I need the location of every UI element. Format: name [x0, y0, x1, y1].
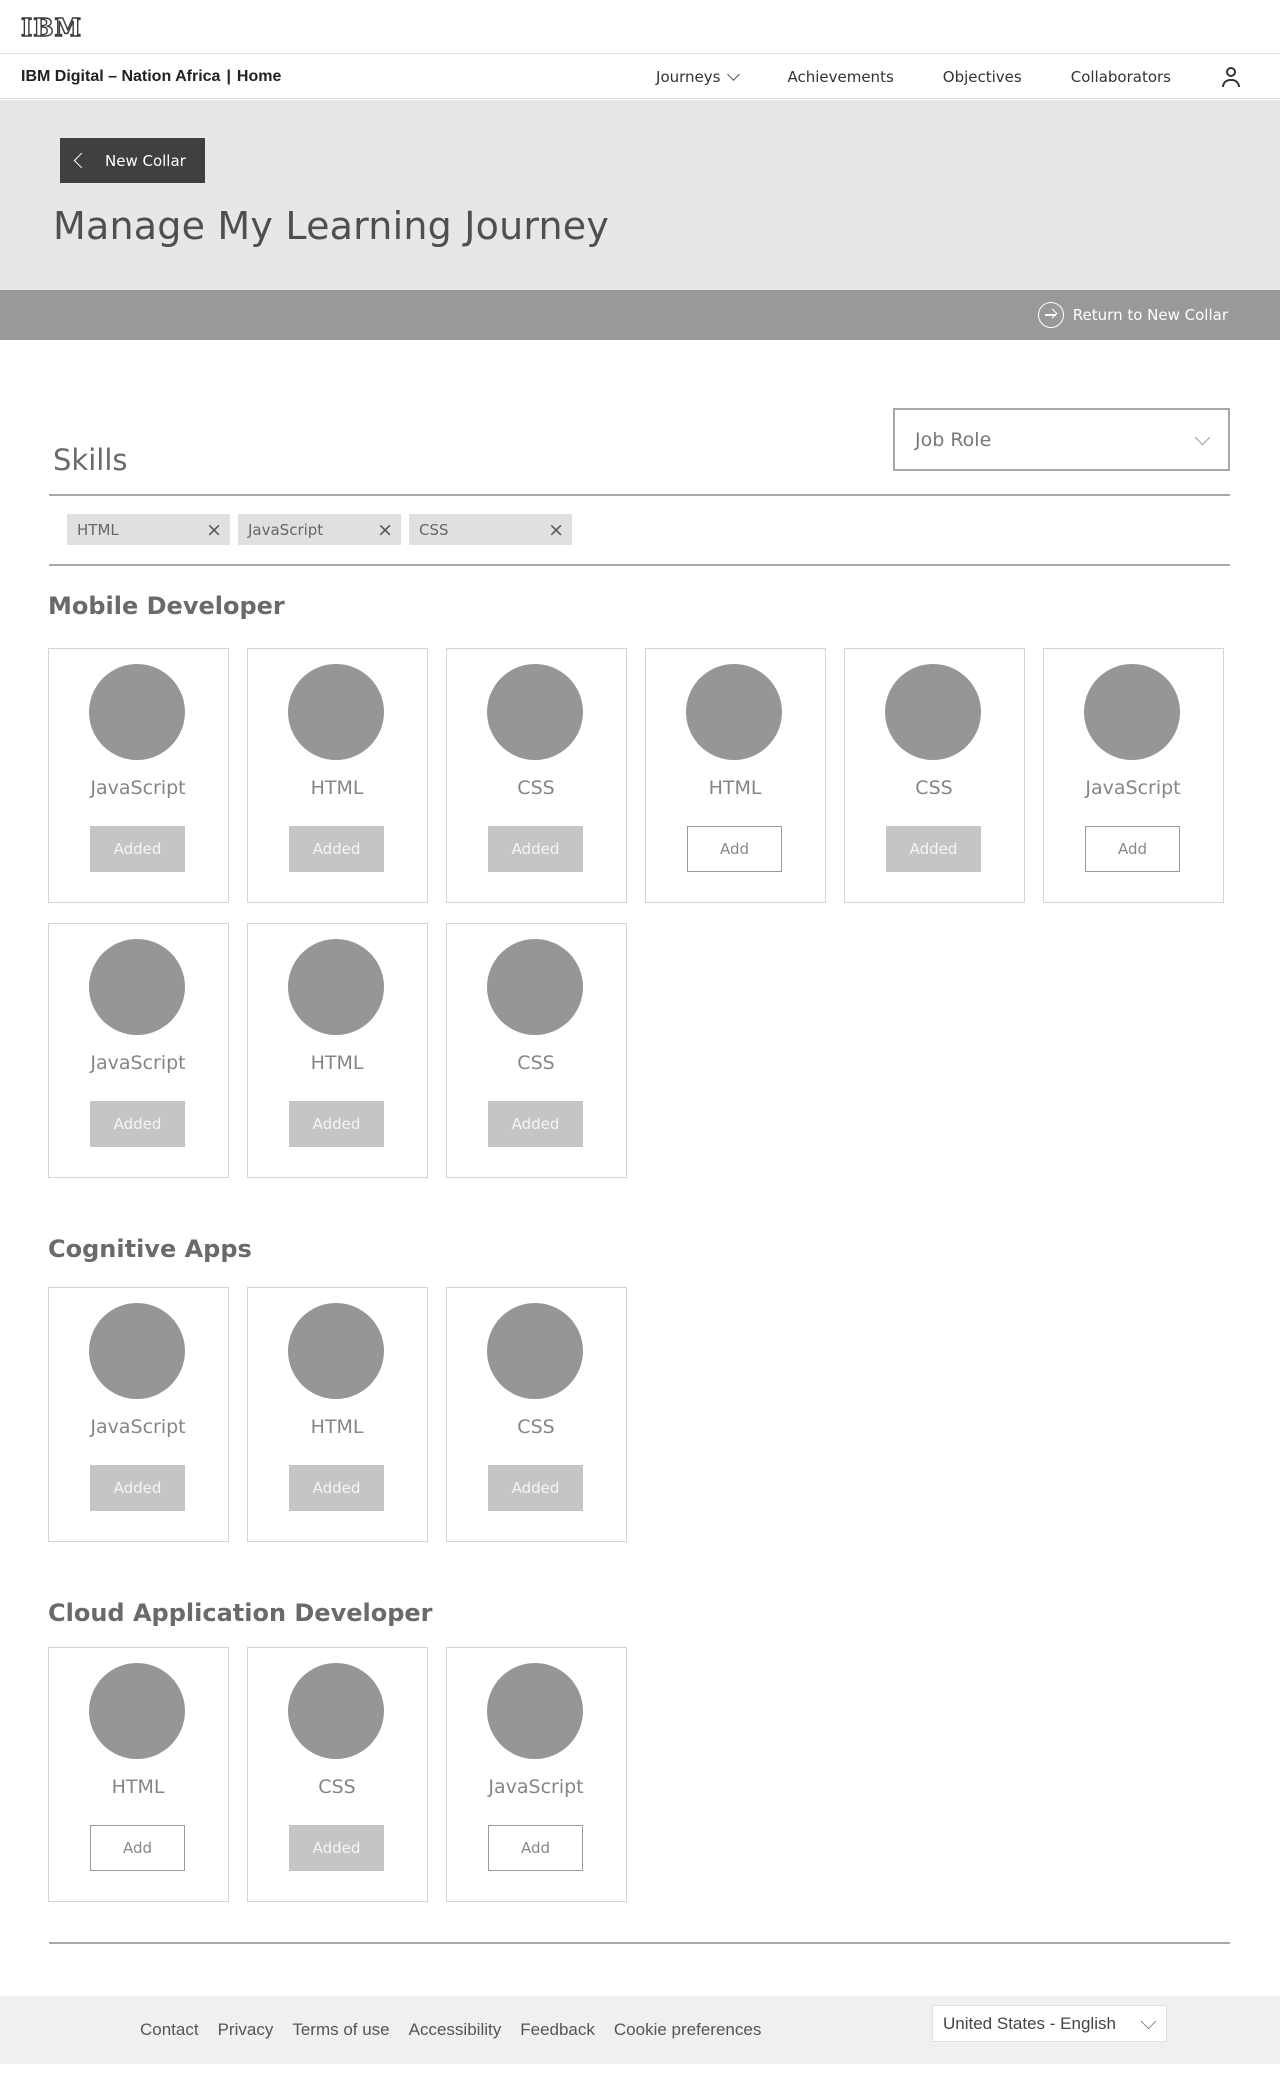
- footer-link-terms[interactable]: Terms of use: [292, 2020, 390, 2039]
- skill-tag-label: JavaScript: [248, 520, 324, 539]
- skill-card-name: HTML: [111, 1776, 165, 1798]
- added-button[interactable]: Added: [488, 826, 583, 872]
- added-button[interactable]: Added: [90, 1101, 185, 1147]
- skill-avatar: [686, 664, 782, 760]
- skill-card-name: CSS: [517, 1052, 555, 1074]
- job-role-placeholder: Job Role: [915, 428, 992, 451]
- page-header: [0, 100, 1280, 290]
- added-button[interactable]: Added: [289, 1825, 384, 1871]
- added-button[interactable]: Added: [488, 1465, 583, 1511]
- add-button[interactable]: Add: [488, 1825, 583, 1871]
- chevron-down-icon: [1141, 2013, 1157, 2029]
- skill-card: [446, 1287, 627, 1542]
- skill-avatar: [487, 1663, 583, 1759]
- added-button[interactable]: Added: [90, 826, 185, 872]
- skill-card-name: JavaScript: [90, 777, 186, 799]
- skill-card-name: JavaScript: [1085, 777, 1181, 799]
- added-button[interactable]: Added: [289, 1465, 384, 1511]
- nav-item-achievements[interactable]: Achievements: [787, 68, 894, 86]
- skill-avatar: [487, 664, 583, 760]
- add-button[interactable]: Add: [1085, 826, 1180, 872]
- skill-avatar: [487, 1303, 583, 1399]
- skill-card: [247, 923, 428, 1178]
- skill-card: [247, 1287, 428, 1542]
- skill-card: [48, 1647, 229, 1902]
- masthead: [0, 0, 1280, 54]
- skill-tag: [409, 514, 572, 545]
- added-button[interactable]: Added: [488, 1101, 583, 1147]
- close-icon[interactable]: ×: [377, 518, 393, 541]
- return-link[interactable]: [1038, 302, 1228, 328]
- add-button[interactable]: Add: [687, 826, 782, 872]
- skill-avatar: [288, 939, 384, 1035]
- skill-card-name: CSS: [915, 777, 953, 799]
- skill-card: [446, 1647, 627, 1902]
- arrow-right-circle-icon: [1038, 302, 1064, 328]
- skill-card-name: CSS: [517, 1416, 555, 1438]
- added-button[interactable]: Added: [289, 826, 384, 872]
- skill-tag: [67, 514, 230, 545]
- skill-card-name: CSS: [517, 777, 555, 799]
- section-title-cloud-application-developer: Cloud Application Developer: [48, 1599, 433, 1627]
- section-title-mobile-developer: Mobile Developer: [48, 592, 285, 620]
- footer-link-cookie-preferences[interactable]: Cookie preferences: [613, 2020, 762, 2039]
- skill-card-name: HTML: [708, 777, 762, 799]
- locale-value: United States - English: [943, 2013, 1116, 2033]
- skill-card: [247, 1647, 428, 1902]
- skill-avatar: [487, 939, 583, 1035]
- back-button[interactable]: [60, 138, 205, 183]
- added-button[interactable]: Added: [90, 1465, 185, 1511]
- brand-separator: |: [226, 68, 231, 85]
- footer-link-privacy[interactable]: Privacy: [217, 2020, 274, 2039]
- brand-name: IBM Digital – Nation Africa: [21, 68, 221, 85]
- skill-card-name: HTML: [310, 1052, 364, 1074]
- back-button-label: New Collar: [105, 151, 186, 170]
- close-icon[interactable]: ×: [206, 518, 222, 541]
- skill-card: [446, 923, 627, 1178]
- skill-card-name: HTML: [310, 777, 364, 799]
- skill-card-name: CSS: [318, 1776, 356, 1798]
- chevron-left-icon: [74, 153, 90, 169]
- skill-avatar: [1084, 664, 1180, 760]
- skill-avatar: [89, 664, 185, 760]
- return-bar: [0, 290, 1280, 340]
- skill-tag-label: CSS: [419, 520, 449, 539]
- nav-item-label: Journeys: [656, 68, 721, 86]
- skill-card: [247, 648, 428, 903]
- added-button[interactable]: Added: [289, 1101, 384, 1147]
- footer-link-accessibility[interactable]: Accessibility: [408, 2020, 502, 2039]
- job-role-dropdown[interactable]: [893, 408, 1230, 471]
- close-icon[interactable]: ×: [548, 518, 564, 541]
- skill-card: [844, 648, 1025, 903]
- skill-tags: [67, 514, 580, 545]
- chevron-down-icon: [728, 68, 741, 81]
- skill-tag-label: HTML: [77, 520, 119, 539]
- skill-card-name: JavaScript: [90, 1416, 186, 1438]
- skill-avatar: [288, 1663, 384, 1759]
- brand[interactable]: [21, 68, 281, 86]
- locale-selector[interactable]: [932, 2005, 1167, 2042]
- skill-avatar: [288, 1303, 384, 1399]
- user-icon[interactable]: [1220, 66, 1242, 88]
- page-title: Manage My Learning Journey: [53, 204, 610, 248]
- footer-links: [140, 2020, 780, 2040]
- nav-item-collaborators[interactable]: Collaborators: [1070, 68, 1171, 86]
- skill-card: [48, 923, 229, 1178]
- skill-tag: [238, 514, 401, 545]
- ibm-logo[interactable]: IBM: [21, 13, 83, 42]
- skill-card-name: JavaScript: [488, 1776, 584, 1798]
- skill-card: [48, 1287, 229, 1542]
- footer-link-feedback[interactable]: Feedback: [520, 2020, 595, 2039]
- skill-card: [446, 648, 627, 903]
- added-button[interactable]: Added: [886, 826, 981, 872]
- skill-avatar: [89, 939, 185, 1035]
- skill-card-name: HTML: [310, 1416, 364, 1438]
- home-link[interactable]: Home: [236, 68, 282, 85]
- nav-item-objectives[interactable]: Objectives: [942, 68, 1022, 86]
- nav-links: [656, 55, 1280, 99]
- add-button[interactable]: Add: [90, 1825, 185, 1871]
- skill-avatar: [288, 664, 384, 760]
- skill-avatar: [885, 664, 981, 760]
- skills-label: Skills: [53, 443, 128, 477]
- skill-card: [1043, 648, 1224, 903]
- skill-card-name: JavaScript: [90, 1052, 186, 1074]
- return-link-label: Return to New Collar: [1072, 306, 1228, 324]
- nav-item-journeys[interactable]: [656, 68, 738, 86]
- divider: [49, 1942, 1230, 1944]
- chevron-down-icon: [1195, 429, 1211, 445]
- skill-avatar: [89, 1303, 185, 1399]
- footer: [0, 1996, 1280, 2064]
- skill-card: [645, 648, 826, 903]
- divider: [49, 494, 1230, 496]
- skill-card: [48, 648, 229, 903]
- skill-avatar: [89, 1663, 185, 1759]
- divider: [49, 564, 1230, 566]
- nav-bar: [0, 55, 1280, 99]
- footer-link-contact[interactable]: Contact: [140, 2020, 199, 2039]
- section-title-cognitive-apps: Cognitive Apps: [48, 1235, 252, 1263]
